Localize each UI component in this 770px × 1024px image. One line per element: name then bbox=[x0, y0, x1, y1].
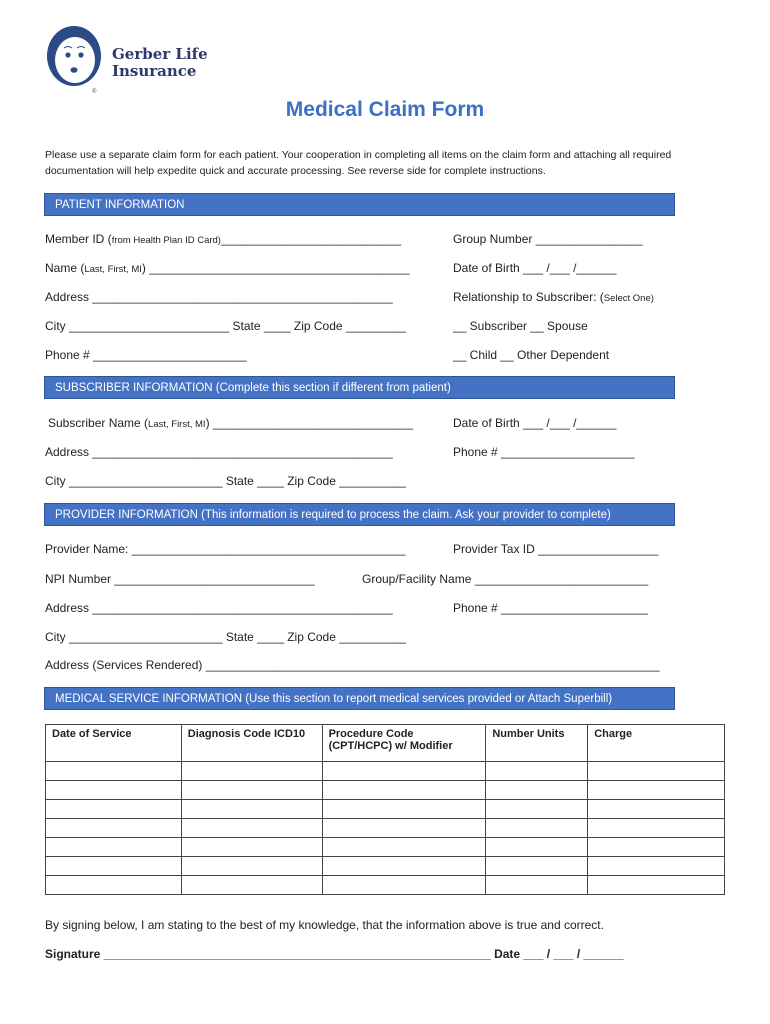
table-row[interactable] bbox=[46, 876, 725, 895]
cell[interactable] bbox=[588, 876, 725, 895]
patient-city-field[interactable]: City ________________________ State ____ Zip Code _________ bbox=[45, 319, 406, 333]
subscriber-name-label: Subscriber Name ( bbox=[48, 416, 149, 430]
cell[interactable] bbox=[181, 819, 322, 838]
cell[interactable] bbox=[181, 800, 322, 819]
cell[interactable] bbox=[46, 762, 182, 781]
cell[interactable] bbox=[486, 781, 588, 800]
subscriber-dob-field[interactable]: Date of Birth ___ /___ /______ bbox=[453, 416, 617, 430]
cell[interactable] bbox=[322, 857, 486, 876]
cell[interactable] bbox=[322, 800, 486, 819]
intro-paragraph: Please use a separate claim form for each patient. Your cooperation in completing all items on the claim form and attaching all required documentation will help expedite quick and accurate processing. See reverse side for complete instructions. bbox=[45, 149, 672, 177]
patient-address-field[interactable]: Address _____________________________________________ bbox=[45, 290, 393, 304]
cell[interactable] bbox=[486, 819, 588, 838]
subscriber-address-field[interactable]: Address _____________________________________________ bbox=[45, 445, 393, 459]
form-title: Medical Claim Form bbox=[285, 98, 485, 121]
signature-date-field[interactable]: Signature __________________________________________________________ Date ___ / ___ / ______ bbox=[45, 947, 624, 961]
member-id-field[interactable] bbox=[45, 232, 401, 246]
logo-line-2: Insurance bbox=[112, 62, 197, 80]
relationship-label bbox=[453, 290, 654, 304]
cell[interactable] bbox=[181, 876, 322, 895]
col-number-units: Number Units bbox=[486, 725, 588, 762]
patient-name-line: ) _______________________________________ bbox=[141, 261, 410, 275]
col-date-of-service: Date of Service bbox=[46, 725, 182, 762]
cell[interactable] bbox=[181, 762, 322, 781]
patient-name-hint: Last, First, MI bbox=[84, 264, 142, 275]
services-address-field[interactable]: Address (Services Rendered) ____________________________________________________________________ bbox=[45, 658, 660, 672]
table-row[interactable] bbox=[46, 781, 725, 800]
npi-number-field[interactable]: NPI Number ______________________________ bbox=[45, 572, 315, 586]
registered-mark: ® bbox=[92, 89, 97, 95]
gerber-logo bbox=[44, 24, 224, 96]
procedure-code-line-2: (CPT/HCPC) w/ Modifier bbox=[328, 740, 453, 752]
group-facility-field[interactable]: Group/Facility Name __________________________ bbox=[362, 572, 649, 586]
group-number-field[interactable]: Group Number ________________ bbox=[453, 232, 643, 246]
subscriber-city-field[interactable]: City _______________________ State ____ Zip Code __________ bbox=[45, 474, 406, 488]
relationship-hint: Select One) bbox=[603, 293, 654, 304]
logo-line-1: Gerber Life bbox=[112, 45, 208, 63]
cell[interactable] bbox=[322, 838, 486, 857]
patient-section-header: PATIENT INFORMATION bbox=[44, 193, 675, 216]
cell[interactable] bbox=[588, 857, 725, 876]
cell[interactable] bbox=[46, 781, 182, 800]
relationship-option-child-other[interactable]: __ Child __ Other Dependent bbox=[453, 348, 610, 362]
cell[interactable] bbox=[46, 819, 182, 838]
member-id-line: ___________________________ bbox=[220, 232, 402, 246]
cell[interactable] bbox=[322, 762, 486, 781]
cell[interactable] bbox=[322, 781, 486, 800]
member-id-label: Member ID ( bbox=[45, 232, 112, 246]
provider-phone-field[interactable]: Phone # ______________________ bbox=[453, 601, 648, 615]
cell[interactable] bbox=[46, 838, 182, 857]
subscriber-name-field[interactable] bbox=[48, 416, 413, 430]
subscriber-name-line: ) ______________________________ bbox=[205, 416, 414, 430]
col-procedure-code bbox=[322, 725, 486, 762]
subscriber-section-header: SUBSCRIBER INFORMATION (Complete this section if different from patient) bbox=[44, 376, 675, 399]
cell[interactable] bbox=[588, 781, 725, 800]
cell[interactable] bbox=[181, 838, 322, 857]
col-charge: Charge bbox=[588, 725, 725, 762]
cell[interactable] bbox=[486, 762, 588, 781]
relationship-text: Relationship to Subscriber: ( bbox=[453, 290, 604, 304]
table-row[interactable] bbox=[46, 800, 725, 819]
baby-face-icon bbox=[44, 24, 108, 90]
medical-section-header: MEDICAL SERVICE INFORMATION (Use this section to report medical services provided or Attach Superbill) bbox=[44, 687, 675, 710]
relationship-option-subscriber-spouse[interactable]: __ Subscriber __ Spouse bbox=[453, 319, 588, 333]
table-header-row bbox=[46, 725, 725, 762]
patient-name-field[interactable] bbox=[45, 261, 410, 275]
cell[interactable] bbox=[486, 800, 588, 819]
table-row[interactable] bbox=[46, 838, 725, 857]
table-row[interactable] bbox=[46, 819, 725, 838]
cell[interactable] bbox=[486, 857, 588, 876]
cell[interactable] bbox=[181, 781, 322, 800]
provider-name-field[interactable]: Provider Name: _________________________________________ bbox=[45, 542, 406, 556]
col-diagnosis-code: Diagnosis Code ICD10 bbox=[181, 725, 322, 762]
cell[interactable] bbox=[588, 838, 725, 857]
provider-section-header: PROVIDER INFORMATION (This information is required to process the claim. Ask your provider to complete) bbox=[44, 503, 675, 526]
medical-service-table bbox=[45, 724, 725, 895]
table-row[interactable] bbox=[46, 857, 725, 876]
attestation-text: By signing below, I am stating to the best of my knowledge, that the information above is true and correct. bbox=[45, 918, 604, 932]
cell[interactable] bbox=[486, 838, 588, 857]
patient-phone-field[interactable]: Phone # _______________________ bbox=[45, 348, 247, 362]
cell[interactable] bbox=[181, 857, 322, 876]
cell[interactable] bbox=[588, 762, 725, 781]
member-id-hint: from Health Plan ID Card) bbox=[111, 235, 221, 246]
cell[interactable] bbox=[46, 857, 182, 876]
subscriber-name-hint: Last, First, MI bbox=[148, 419, 206, 430]
cell[interactable] bbox=[46, 876, 182, 895]
patient-name-label: Name ( bbox=[45, 261, 85, 275]
table-row[interactable] bbox=[46, 762, 725, 781]
cell[interactable] bbox=[46, 800, 182, 819]
cell[interactable] bbox=[588, 800, 725, 819]
cell[interactable] bbox=[322, 819, 486, 838]
patient-dob-field[interactable]: Date of Birth ___ /___ /______ bbox=[453, 261, 617, 275]
provider-address-field[interactable]: Address _____________________________________________ bbox=[45, 601, 393, 615]
provider-tax-id-field[interactable]: Provider Tax ID __________________ bbox=[453, 542, 659, 556]
cell[interactable] bbox=[486, 876, 588, 895]
cell[interactable] bbox=[322, 876, 486, 895]
subscriber-phone-field[interactable]: Phone # ____________________ bbox=[453, 445, 635, 459]
procedure-code-line-1: Procedure Code bbox=[328, 728, 414, 740]
provider-city-field[interactable]: City _______________________ State ____ Zip Code __________ bbox=[45, 630, 406, 644]
cell[interactable] bbox=[588, 819, 725, 838]
